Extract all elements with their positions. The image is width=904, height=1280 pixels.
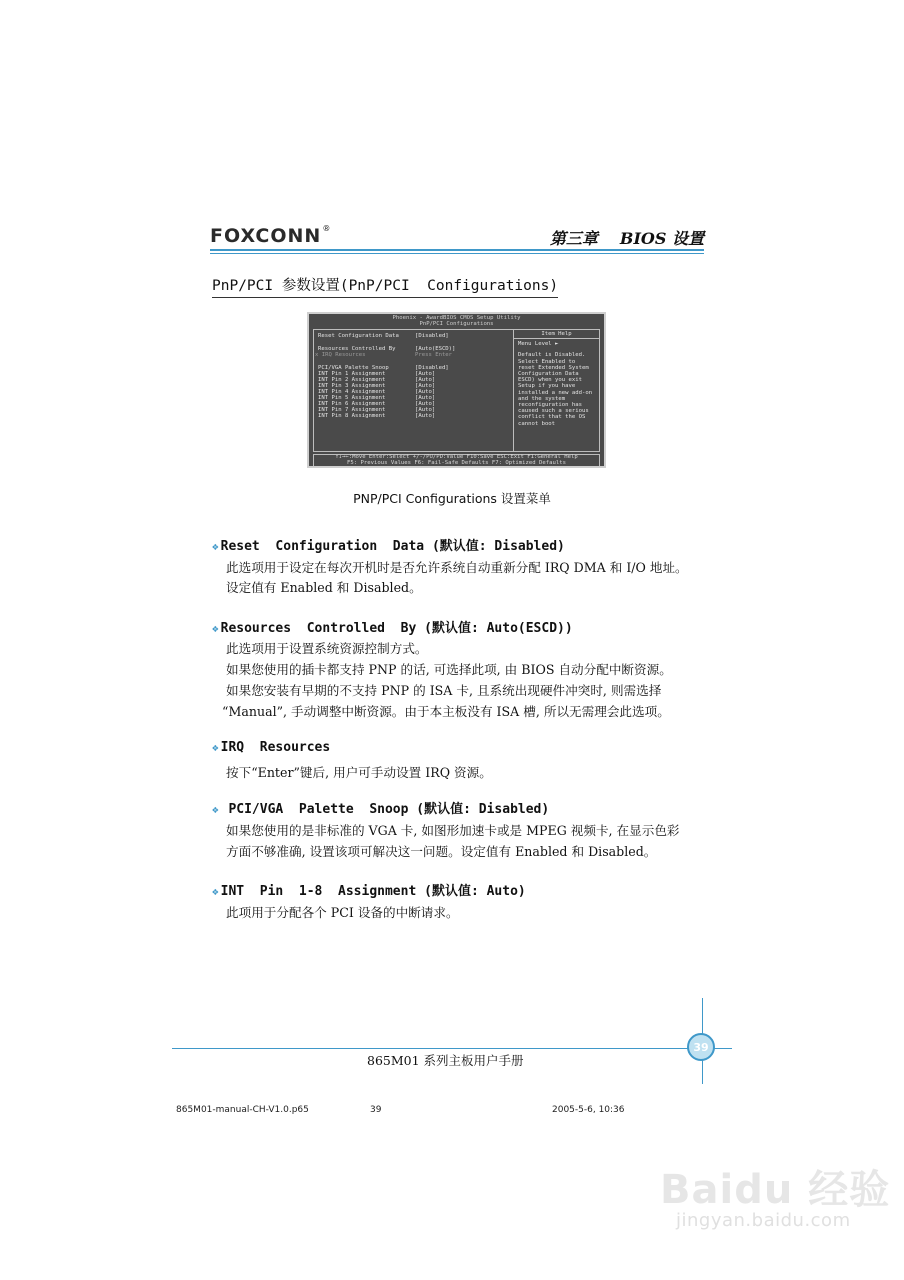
bios-row-value: [Auto] xyxy=(415,383,436,389)
diamond-bullet-icon: ❖ xyxy=(212,885,219,898)
bios-help-line: ESCD) when you exit xyxy=(518,377,582,384)
section-title: PnP/PCI 参数设置(PnP/PCI Configurations) xyxy=(212,274,558,298)
item-title-text: PCI/VGA Palette Snoop (默认值: Disabled) xyxy=(220,802,550,817)
bios-row-value: [Auto] xyxy=(415,395,436,401)
print-page-number: 39 xyxy=(370,1105,382,1115)
chapter-heading xyxy=(550,226,704,249)
baidu-watermark: Baidu 经验 xyxy=(660,1167,891,1213)
print-file-name: 865M01-manual-CH-V1.0.p65 xyxy=(176,1105,309,1115)
item-text-line: 此选项用于设定在每次开机时是否允许系统自动重新分配 IRQ DMA 和 I/O 地址。 xyxy=(226,560,688,575)
item-title xyxy=(212,617,573,636)
bios-help-line: Select Enabled to xyxy=(518,358,576,365)
item-text-line: “Manual”, 手动调整中断资源。由于本主板没有 ISA 槽, 所以无需理会此选项。 xyxy=(222,704,670,719)
bios-row-label: x IRQ Resources xyxy=(315,352,366,358)
bios-key-legend-line1: ↑↓→←:Move Enter:Select +/-/PU/PD:Value F10:Save ESC:Exit F1:General Help xyxy=(335,454,578,460)
bios-help-line: reconfiguration has xyxy=(518,402,582,409)
item-title xyxy=(212,535,565,554)
footer-divider xyxy=(172,1048,732,1049)
foxconn-logo xyxy=(210,225,330,247)
bios-row-value: [Disabled] xyxy=(415,365,449,371)
bios-row-label: INT Pin 3 Assignment xyxy=(318,383,386,389)
bios-row-label: Reset Configuration Data xyxy=(318,333,399,339)
item-text-line: 此项用于分配各个 PCI 设备的中断请求。 xyxy=(226,905,459,920)
header-divider xyxy=(210,249,704,251)
item-title-text: Resources Controlled By (默认值: Auto(ESCD)) xyxy=(220,621,573,636)
bios-row-value: [Disabled] xyxy=(415,333,449,339)
bios-row-value: [Auto] xyxy=(415,401,436,407)
item-text-line: 此选项用于设置系统资源控制方式。 xyxy=(226,641,428,656)
bios-help-menu-level: Menu Level ► xyxy=(518,341,559,348)
manual-title: 865M01 系列主板用户手册 xyxy=(367,1053,524,1068)
bios-help-line: Default is Disabled. xyxy=(518,352,586,359)
bios-help-line: Setup if you have xyxy=(518,383,576,390)
chapter-number: 第三章 xyxy=(549,229,598,248)
bios-help-panel xyxy=(514,329,600,452)
bios-row-label: INT Pin 2 Assignment xyxy=(318,377,386,383)
item-title-text: Reset Configuration Data (默认值: Disabled) xyxy=(220,539,565,554)
bios-help-line: conflict that the OS xyxy=(518,414,586,421)
diamond-bullet-icon: ❖ xyxy=(212,803,219,816)
bios-row-value: [Auto] xyxy=(415,389,436,395)
page-number-badge: 39 xyxy=(687,1033,715,1061)
item-text-line: 方面不够准确, 设置该项可解决这一问题。设定值有 Enabled 和 Disabled。 xyxy=(226,844,657,859)
bios-screenshot xyxy=(307,312,606,468)
bios-header-subtitle: PnP/PCI Configurations xyxy=(419,321,494,328)
bios-settings-panel xyxy=(313,329,514,452)
registered-mark: ® xyxy=(322,223,331,233)
item-title xyxy=(212,798,549,817)
bios-row-value: [Auto] xyxy=(415,371,436,377)
bios-help-line: caused such a serious xyxy=(518,408,589,415)
diamond-bullet-icon: ❖ xyxy=(212,540,219,553)
bios-header xyxy=(309,315,604,327)
bios-row-value: [Auto] xyxy=(415,377,436,383)
figure-caption: PNP/PCI Configurations 设置菜单 xyxy=(353,491,551,506)
bios-row-value: [Auto] xyxy=(415,413,436,419)
bios-row xyxy=(315,352,453,358)
bios-help-line: cannot boot xyxy=(518,420,556,427)
bios-row-label: PCI/VGA Palette Snoop xyxy=(318,365,389,371)
bios-row-label: INT Pin 5 Assignment xyxy=(318,395,386,401)
diamond-bullet-icon: ❖ xyxy=(212,741,219,754)
bios-key-legend-line2: F5: Previous Values F6: Fail-Safe Defaults F7: Optimized Defaults xyxy=(347,459,566,466)
diamond-bullet-icon: ❖ xyxy=(212,622,219,635)
logo-text: FOXCONN xyxy=(210,225,322,247)
item-title xyxy=(212,880,526,899)
print-date: 2005-5-6, 10:36 xyxy=(552,1105,625,1115)
item-text-line: 如果您安装有早期的不支持 PNP 的 ISA 卡, 且系统出现硬件冲突时, 则需选择 xyxy=(226,683,662,698)
bios-header-title: Phoenix - AwardBIOS CMOS Setup Utility xyxy=(392,315,521,321)
bios-row-value: Press Enter xyxy=(415,352,453,358)
bios-key-legend xyxy=(313,454,600,467)
bios-help-line: Configuration Data xyxy=(518,371,579,378)
chapter-title: BIOS 设置 xyxy=(619,229,704,248)
bios-help-text xyxy=(514,339,599,429)
bios-row-value: [Auto(ESCD)] xyxy=(415,346,456,352)
item-title xyxy=(212,740,330,755)
bios-help-title: Item Help xyxy=(514,330,599,339)
bios-row-label: INT Pin 4 Assignment xyxy=(318,389,386,395)
bios-row xyxy=(318,413,436,419)
item-text-line: 如果您使用的插卡都支持 PNP 的话, 可选择此项, 由 BIOS 自动分配中断资源。 xyxy=(226,662,672,677)
item-title-text: INT Pin 1-8 Assignment (默认值: Auto) xyxy=(220,884,526,899)
bios-row xyxy=(318,333,449,339)
bios-row-value: [Auto] xyxy=(415,407,436,413)
bios-help-line: and the system xyxy=(518,395,566,402)
bios-row-label: Resources Controlled By xyxy=(318,346,396,352)
bios-row-label: INT Pin 6 Assignment xyxy=(318,401,386,407)
bios-help-line: reset Extended System xyxy=(518,364,589,371)
bios-help-line: installed a new add-on xyxy=(518,389,593,396)
item-title-text: IRQ Resources xyxy=(220,740,331,755)
item-text-line: 设定值有 Enabled 和 Disabled。 xyxy=(226,580,422,595)
item-text-line: 如果您使用的是非标准的 VGA 卡, 如图形加速卡或是 MPEG 视频卡, 在显示色彩 xyxy=(226,823,680,838)
bios-row-label: INT Pin 1 Assignment xyxy=(318,371,386,377)
header-divider-thin xyxy=(210,253,704,254)
watermark-site: jingyan.baidu.com xyxy=(676,1210,851,1231)
item-text-line: 按下“Enter”键后, 用户可手动设置 IRQ 资源。 xyxy=(226,765,492,780)
bios-row-label: INT Pin 7 Assignment xyxy=(318,407,386,413)
bios-row-label: INT Pin 8 Assignment xyxy=(318,413,386,419)
